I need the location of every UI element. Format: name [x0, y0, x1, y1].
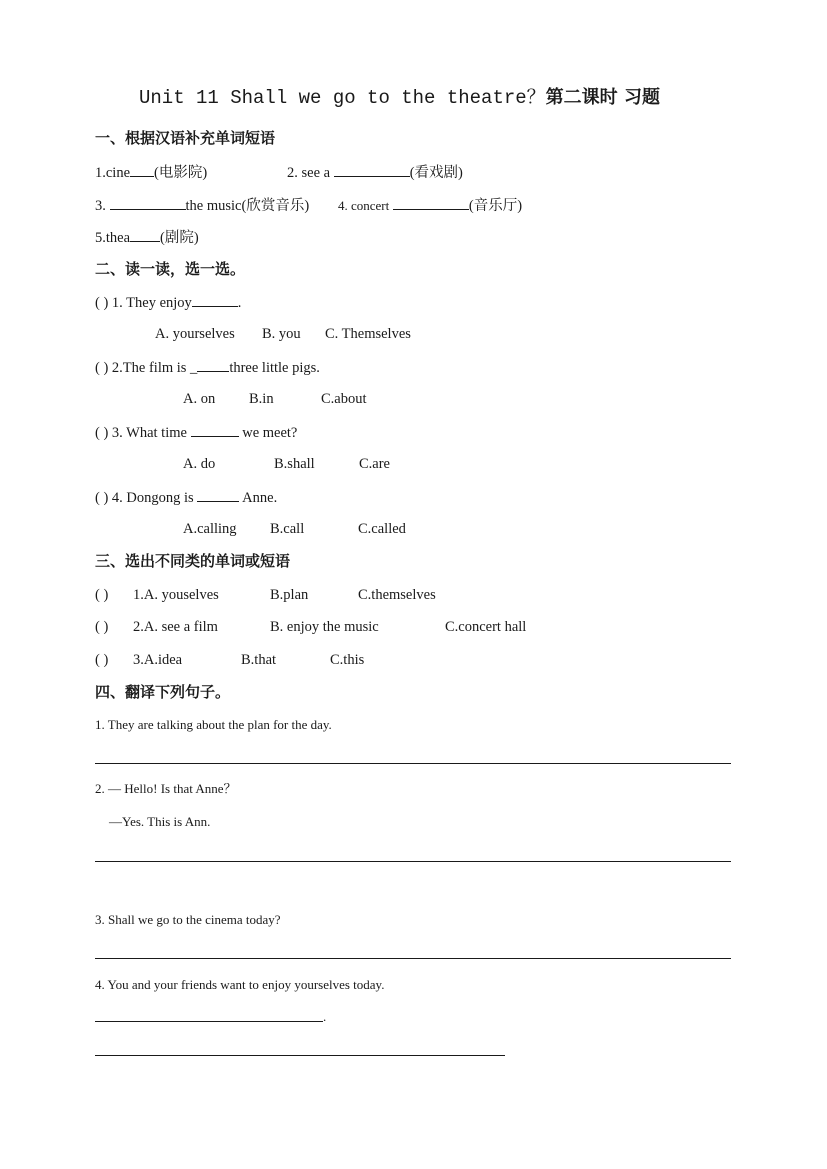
s3-q2-paren[interactable]: ( ): [95, 619, 109, 635]
answer-line[interactable]: [95, 763, 731, 764]
answer-blank[interactable]: [130, 163, 154, 177]
answer-line[interactable]: [95, 861, 731, 862]
s1-item-1: 1.cine (电影院): [95, 165, 208, 181]
s1-item-2: 2. see a (看戏剧): [287, 165, 463, 181]
answer-blank[interactable]: [110, 196, 186, 210]
section2-heading: 二、读一读，选一选。: [95, 260, 246, 278]
s2-q1-option-b: B. you: [262, 326, 301, 342]
s2-q1-option-c: C. Themselves: [325, 326, 411, 342]
s2-q2-option-b: B.in: [249, 391, 274, 407]
answer-blank[interactable]: [191, 423, 239, 437]
answer-blank[interactable]: [197, 488, 239, 502]
s2-question-4: ( ) 4. Dongong is Anne.: [95, 490, 278, 506]
section3-heading: 三、选出不同类的单词或短语: [95, 552, 291, 570]
answer-blank[interactable]: [393, 196, 469, 210]
s4-sentence-4: 4. You and your friends want to enjoy yourselves today.: [95, 977, 385, 992]
s3-q3-paren[interactable]: ( ): [95, 652, 109, 668]
answer-blank[interactable]: [197, 358, 229, 372]
answer-blank[interactable]: [334, 163, 410, 177]
answer-paren[interactable]: ( ): [95, 360, 109, 376]
s3-q2-option-b: B. enjoy the music: [270, 619, 379, 635]
s2-q2-option-c: C.about: [321, 391, 367, 407]
page-title: [139, 89, 660, 107]
s2-question-3: ( ) 3. What time we meet?: [95, 425, 298, 441]
s1-item-4: 4. concert (音乐厅): [338, 198, 523, 214]
s4-sentence-1: 1. They are talking about the plan for the day.: [95, 717, 332, 732]
s3-q3-option-c: C.this: [330, 652, 365, 668]
s3-q3-option-a: 3.A.idea: [133, 652, 183, 668]
s1-item-5: 5.thea (剧院): [95, 230, 199, 246]
s3-q2-option-a: 2.A. see a film: [133, 619, 218, 635]
answer-paren[interactable]: ( ): [95, 295, 109, 311]
s2-q2-option-a: A. on: [183, 391, 216, 407]
s3-q3-option-b: B.that: [241, 652, 277, 668]
s3-q1-paren[interactable]: ( ): [95, 587, 109, 603]
s4-sentence-3: 3. Shall we go to the cinema today?: [95, 912, 281, 927]
s3-q1-option-c: C.themselves: [358, 587, 436, 603]
section4-heading: 四、翻译下列句子。: [95, 683, 231, 701]
s4-sentence-2-reply: —Yes. This is Ann.: [109, 814, 211, 829]
s1-item-3: 3. the music(欣赏音乐): [95, 198, 310, 214]
s4-sentence-2: 2. — Hello! Is that Anne？: [95, 781, 237, 796]
s2-q1-option-a: A. yourselves: [155, 326, 235, 342]
s2-q4-option-b: B.call: [270, 521, 305, 537]
s3-q1-option-b: B.plan: [270, 587, 309, 603]
answer-line[interactable]: [95, 958, 731, 959]
s3-q1-option-a: 1.A. yousel​ves: [133, 587, 219, 603]
section1-heading: 一、根据汉语补充单词短语: [95, 129, 276, 147]
answer-line[interactable]: [95, 1021, 323, 1022]
s2-q3-option-c: C.are: [359, 456, 390, 472]
answer-line[interactable]: [95, 1055, 505, 1056]
title-main: Unit 11 Shall we go to the theatre？: [139, 87, 546, 109]
s2-q3-option-a: A. do: [183, 456, 216, 472]
s2-q4-option-c: C.called: [358, 521, 406, 537]
answer-blank[interactable]: [192, 293, 238, 307]
s2-question-1: ( ) 1. They enjoy .: [95, 295, 242, 311]
title-lesson: 第二课时 习题: [545, 87, 660, 108]
s3-q2-option-c: C.concert hall: [445, 619, 527, 635]
s2-q4-option-a: A.calling: [183, 521, 237, 537]
answer-paren[interactable]: ( ): [95, 425, 109, 441]
answer-paren[interactable]: ( ): [95, 490, 109, 506]
answer-blank[interactable]: [130, 228, 160, 242]
s2-q3-option-b: B.shall: [274, 456, 315, 472]
s2-question-2: ( ) 2.The film is _ three little pigs.: [95, 360, 320, 376]
answer-line-end-mark: .: [323, 1009, 327, 1024]
